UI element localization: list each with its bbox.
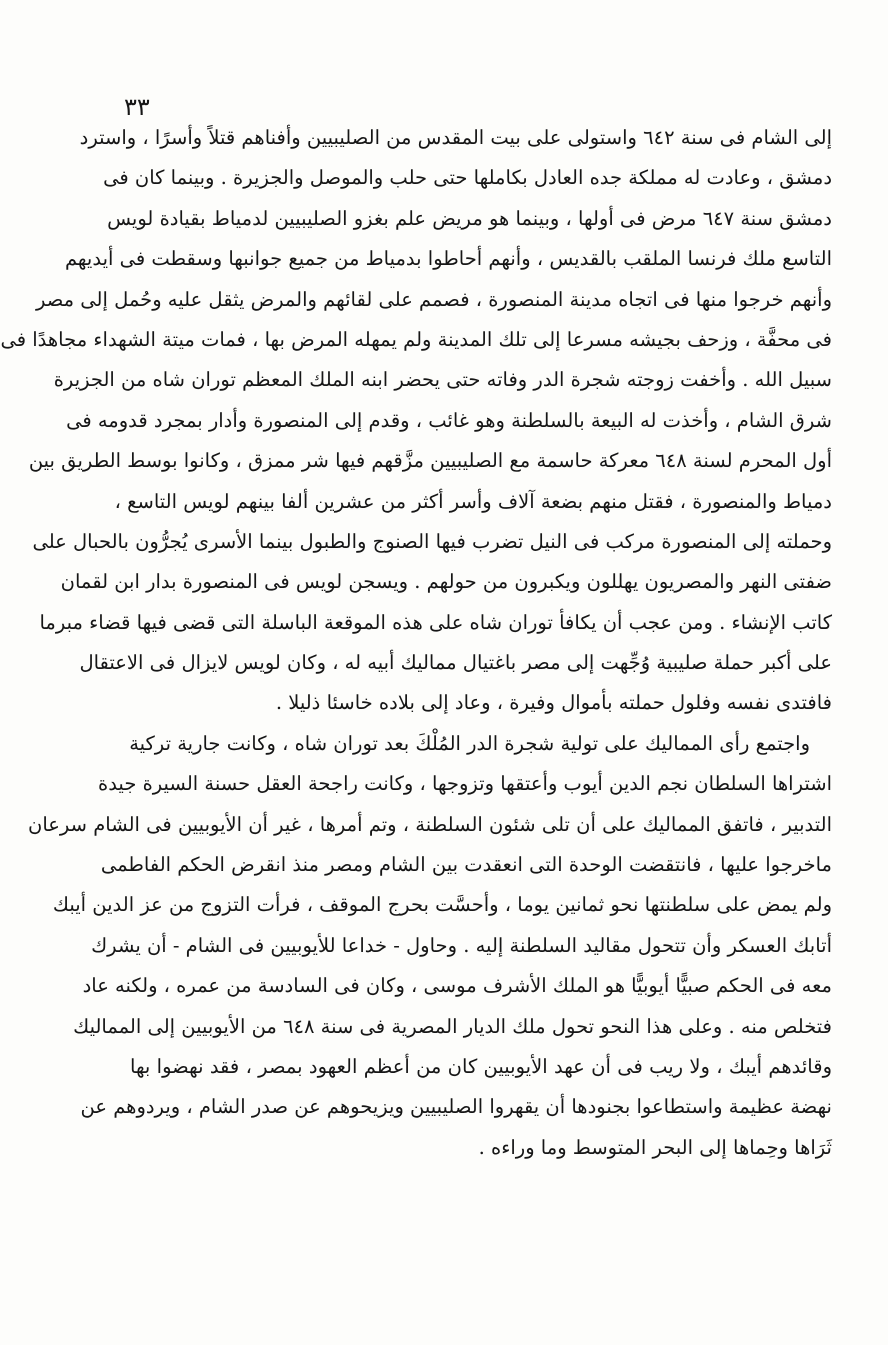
text-line: ثَرَاها وحِماها إلى البحر المتوسط وما وراءه . [478,1135,832,1159]
text-line: اشتراها السلطان نجم الدين أيوب وأعتقها وتزوجها ، وكانت راجحة العقل حسنة السيرة جيدة [97,772,832,796]
text-line: ضفتى النهر والمصريون يهللون ويكبرون من حولهم . ويسجن لويس فى المنصورة بدار ابن لقمان [60,570,832,594]
text-line: وأنهم خرجوا منها فى اتجاه مدينة المنصورة ، فصمم على لقائهم والمرض يثقل عليه وحُمل إلى مصر [35,287,832,311]
text-line: دمشق سنة ٦٤٧ مرض فى أولها ، وبينما هو مريض علم بغزو الصليبيين لدمياط بقيادة لويس [107,206,832,230]
text-line: دمشق ، وعادت له مملكة جده العادل بكاملها حتى حلب والموصل والجزيرة . وبينما كان فى [103,166,832,190]
body-text [0,118,832,1168]
text-line: شرق الشام ، وأخذت له البيعة بالسلطنة وهو غائب ، وقدم إلى المنصورة وأدار بمجرد قدومه فى [66,408,832,432]
text-line: فتخلص منه . وعلى هذا النحو تحول ملك الديار المصرية فى سنة ٦٤٨ من الأيوبيين إلى المماليك [73,1014,832,1038]
text-line: أتابك العسكر وأن تتحول مقاليد السلطنة إليه . وحاول - خداعا للأيوبيين فى الشام - أن يشرك [91,933,832,957]
text-line: واجتمع رأى المماليك على تولية شجرة الدر المُلْكَ بعد توران شاه ، وكانت جارية تركية [129,731,810,755]
page-number: ٣٣ [124,93,150,121]
text-line: وحملته إلى المنصورة مركب فى النيل تضرب فيها الصنوج والطبول بينما الأسرى يُجرُّون بالحبال على [32,529,832,553]
text-line: التدبير ، فاتفق المماليك على أن تلى شئون السلطنة ، وتم أمرها ، غير أن الأيوبيين فى الشام سرعان [28,812,832,836]
text-line: نهضة عظيمة واستطاعوا بجنودها أن يقهروا الصليبيين ويزيحوهم عن صدر الشام ، ويردوهم عن [80,1095,832,1119]
text-line: فافتدى نفسه وفلول حملته بأموال وفيرة ، وعاد إلى بلاده خاسئا ذليلا . [275,691,832,715]
paragraph [0,118,832,724]
text-line: معه فى الحكم صبيًّا أيوبيًّا هو الملك الأشرف موسى ، وكان فى السادسة من عمره ، ولكنه عاد [82,974,832,998]
text-line: سبيل الله . وأخفت زوجته شجرة الدر وفاته حتى يحضر ابنه الملك المعظم توران شاه من الجزيرة [53,368,832,392]
text-line: إلى الشام فى سنة ٦٤٢ واستولى على بيت المقدس من الصليبيين وأفناهم قتلاً وأسرًا ، واسترد [79,126,832,149]
text-line: التاسع ملك فرنسا الملقب بالقديس ، وأنهم أحاطوا بدمياط من جميع جوانبها وسقطت فى أيديهم [64,247,832,271]
paragraph [28,724,832,1168]
text-line: دمياط والمنصورة ، فقتل منهم بضعة آلاف وأسر أكثر من عشرين ألفا بينهم لويس التاسع ، [114,489,832,513]
text-line: ولم يمض على سلطنتها نحو ثمانين يوما ، وأحسَّت بحرج الموقف ، فرأت التزوج من عز الدين أيبك [52,893,832,917]
text-line: على أكبر حملة صليبية وُجِّهت إلى مصر باغتيال مماليك أبيه له ، وكان لويس لايزال فى الاعتقال [79,651,832,675]
text-line: أول المحرم لسنة ٦٤٨ معركة حاسمة مع الصليبيين مزَّقهم فيها شر ممزق ، وكانوا بوسط الطريق بين [28,449,832,473]
text-line: ماخرجوا عليها ، فانتقضت الوحدة التى انعقدت بين الشام ومصر منذ انقرض الحكم الفاطمى [100,853,832,877]
text-line: فى محفَّة ، وزحف بجيشه مسرعا إلى تلك المدينة ولم يمهله المرض بها ، فمات ميتة الشهداء مجاهدًا فى [0,327,832,351]
text-line: كاتب الإنشاء . ومن عجب أن يكافأ توران شاه على هذه الموقعة الباسلة التى قضى فيها قضاء مبرما [39,610,832,634]
text-line: وقائدهم أيبك ، ولا ريب فى أن عهد الأيوبيين كان من أعظم العهود بمصر ، فقد نهضوا بها [130,1054,832,1078]
